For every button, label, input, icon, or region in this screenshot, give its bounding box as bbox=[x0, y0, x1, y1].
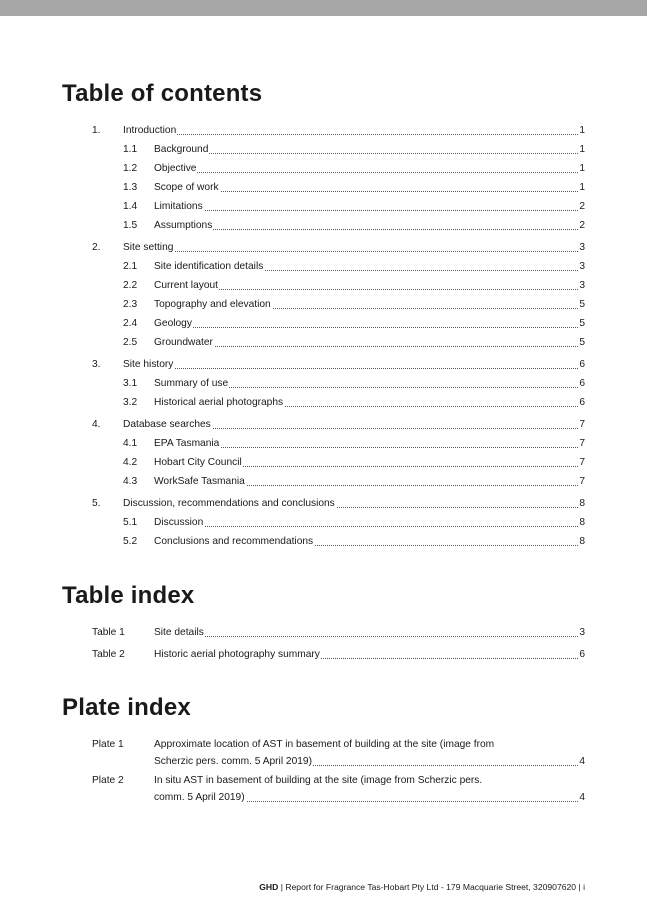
plate-index-title-line2: Scherzic pers. comm. 5 April 2019) bbox=[154, 756, 312, 767]
toc-entry-number: 4. bbox=[92, 419, 101, 430]
plate-index-title-line1: Approximate location of AST in basement of building at the site (image from bbox=[154, 739, 495, 750]
toc-entry-number: 1.2 bbox=[123, 163, 138, 174]
toc-entry-number: 4.3 bbox=[123, 476, 138, 487]
toc-entry-title: Summary of use bbox=[154, 378, 229, 389]
toc-entry-page: 2 bbox=[579, 220, 585, 231]
toc-entry-number: 5.2 bbox=[123, 536, 138, 547]
dot-leader bbox=[154, 635, 578, 637]
toc-entry bbox=[92, 395, 585, 409]
plate-index-title-line1: In situ AST in basement of building at the site (image from Scherzic pers. bbox=[154, 775, 483, 786]
plate-index-page: 4 bbox=[579, 756, 585, 767]
toc-entry-number: 4.1 bbox=[123, 438, 138, 449]
toc-entry-page: 7 bbox=[579, 438, 585, 449]
toc-entry-page: 3 bbox=[579, 242, 585, 253]
toc-entry-page: 2 bbox=[579, 201, 585, 212]
toc-entry bbox=[92, 218, 585, 232]
toc-entry-title: Topography and elevation bbox=[154, 299, 271, 310]
toc-entry bbox=[92, 335, 585, 349]
toc-entry bbox=[92, 474, 585, 488]
toc-entry-page: 8 bbox=[579, 517, 585, 528]
toc-entry-title: EPA Tasmania bbox=[154, 438, 220, 449]
toc-entry-number: 2.1 bbox=[123, 261, 138, 272]
toc-entry bbox=[92, 496, 585, 510]
toc-entry bbox=[92, 142, 585, 156]
dot-leader bbox=[154, 326, 578, 328]
toc-entry-title: Introduction bbox=[123, 125, 177, 136]
toc-entry-number: 2.3 bbox=[123, 299, 138, 310]
toc-entry-number: 2.2 bbox=[123, 280, 138, 291]
toc-entry bbox=[92, 376, 585, 390]
toc-entry-title: Objective bbox=[154, 163, 197, 174]
toc-entry bbox=[92, 180, 585, 194]
toc-entry bbox=[92, 278, 585, 292]
toc-entry-page: 6 bbox=[579, 397, 585, 408]
dot-leader bbox=[154, 209, 578, 211]
plate-index-number: Plate 1 bbox=[92, 739, 124, 750]
dot-leader bbox=[154, 171, 578, 173]
table-index-page: 6 bbox=[579, 649, 585, 660]
toc-entry-page: 1 bbox=[579, 182, 585, 193]
toc-entry-page: 3 bbox=[579, 280, 585, 291]
table-index-page: 3 bbox=[579, 627, 585, 638]
toc-entry-title: Discussion bbox=[154, 517, 204, 528]
toc-entry-page: 5 bbox=[579, 337, 585, 348]
toc-entry-title: Limitations bbox=[154, 201, 203, 212]
plate-index-number: Plate 2 bbox=[92, 775, 124, 786]
plate-index-title-line2: comm. 5 April 2019) bbox=[154, 792, 245, 803]
toc-entry-number: 3. bbox=[92, 359, 101, 370]
table-index-entry bbox=[92, 625, 585, 639]
table-index-number: Table 2 bbox=[92, 649, 125, 660]
toc-entry-number: 1. bbox=[92, 125, 101, 136]
toc-entry bbox=[92, 316, 585, 330]
plate-index-line2 bbox=[154, 790, 585, 804]
toc-entry-title: Geology bbox=[154, 318, 192, 329]
toc-entry-page: 1 bbox=[579, 163, 585, 174]
dot-leader bbox=[154, 525, 578, 527]
top-bar bbox=[0, 0, 647, 16]
toc-entry-title: Hobart City Council bbox=[154, 457, 242, 468]
toc-entry-page: 6 bbox=[579, 359, 585, 370]
toc-entry bbox=[92, 436, 585, 450]
plate-index-page: 4 bbox=[579, 792, 585, 803]
toc-entry bbox=[92, 534, 585, 548]
toc-entry-title: Site history bbox=[123, 359, 174, 370]
table-index-title: Historic aerial photography summary bbox=[154, 649, 320, 660]
toc-entry bbox=[92, 123, 585, 137]
footer-brand: GHD bbox=[259, 882, 279, 892]
toc-entry-page: 7 bbox=[579, 419, 585, 430]
toc-entry bbox=[92, 199, 585, 213]
toc-entry-title: Assumptions bbox=[154, 220, 213, 231]
toc-entry bbox=[92, 240, 585, 254]
table-index-entry bbox=[92, 647, 585, 661]
toc-entry-number: 4.2 bbox=[123, 457, 138, 468]
toc-entry-number: 1.5 bbox=[123, 220, 138, 231]
toc-entry-title: Site identification details bbox=[154, 261, 264, 272]
toc-entry-title: Database searches bbox=[123, 419, 211, 430]
toc-entry bbox=[92, 161, 585, 175]
toc-heading: Table of contents bbox=[62, 80, 263, 107]
toc-entry-title: Background bbox=[154, 144, 209, 155]
toc-entry bbox=[92, 515, 585, 529]
toc-entry-title: Site setting bbox=[123, 242, 174, 253]
dot-leader bbox=[123, 133, 578, 135]
toc-entry-page: 1 bbox=[579, 144, 585, 155]
toc-entry-title: WorkSafe Tasmania bbox=[154, 476, 245, 487]
toc-entry-number: 5. bbox=[92, 498, 101, 509]
toc-entry bbox=[92, 357, 585, 371]
plate-index-heading: Plate index bbox=[62, 694, 191, 721]
toc-entry-number: 2.5 bbox=[123, 337, 138, 348]
plate-index-line2 bbox=[154, 754, 585, 768]
toc-entry bbox=[92, 455, 585, 469]
toc-entry bbox=[92, 297, 585, 311]
toc-entry-page: 1 bbox=[579, 125, 585, 136]
table-index-title: Site details bbox=[154, 627, 204, 638]
dot-leader bbox=[154, 152, 578, 154]
toc-entry-page: 8 bbox=[579, 498, 585, 509]
footer-text: | Report for Fragrance Tas-Hobart Pty Ltd - 179 Macquarie Street, 320907620 | i bbox=[278, 882, 585, 892]
toc-entry-number: 3.2 bbox=[123, 397, 138, 408]
toc-entry-page: 5 bbox=[579, 299, 585, 310]
toc-entry-number: 2.4 bbox=[123, 318, 138, 329]
toc-entry-page: 7 bbox=[579, 457, 585, 468]
page-footer bbox=[259, 882, 585, 892]
toc-entry-number: 1.4 bbox=[123, 201, 138, 212]
toc-entry-page: 7 bbox=[579, 476, 585, 487]
toc-entry-page: 3 bbox=[579, 261, 585, 272]
table-index-number: Table 1 bbox=[92, 627, 125, 638]
dot-leader bbox=[123, 250, 578, 252]
dot-leader bbox=[123, 367, 578, 369]
toc-entry-number: 1.1 bbox=[123, 144, 138, 155]
toc-entry-page: 6 bbox=[579, 378, 585, 389]
toc-entry bbox=[92, 417, 585, 431]
toc-entry-title: Groundwater bbox=[154, 337, 213, 348]
toc-entry-title: Scope of work bbox=[154, 182, 219, 193]
toc-entry-title: Historical aerial photographs bbox=[154, 397, 284, 408]
toc-entry-number: 5.1 bbox=[123, 517, 138, 528]
toc-entry-title: Conclusions and recommendations bbox=[154, 536, 314, 547]
dot-leader bbox=[154, 228, 578, 230]
toc-entry-page: 8 bbox=[579, 536, 585, 547]
toc-entry-page: 5 bbox=[579, 318, 585, 329]
table-index-heading: Table index bbox=[62, 582, 195, 609]
toc-entry bbox=[92, 259, 585, 273]
toc-entry-number: 1.3 bbox=[123, 182, 138, 193]
dot-leader bbox=[154, 345, 578, 347]
toc-entry-title: Discussion, recommendations and conclusions bbox=[123, 498, 335, 509]
toc-entry-number: 2. bbox=[92, 242, 101, 253]
toc-entry-number: 3.1 bbox=[123, 378, 138, 389]
toc-entry-title: Current layout bbox=[154, 280, 218, 291]
